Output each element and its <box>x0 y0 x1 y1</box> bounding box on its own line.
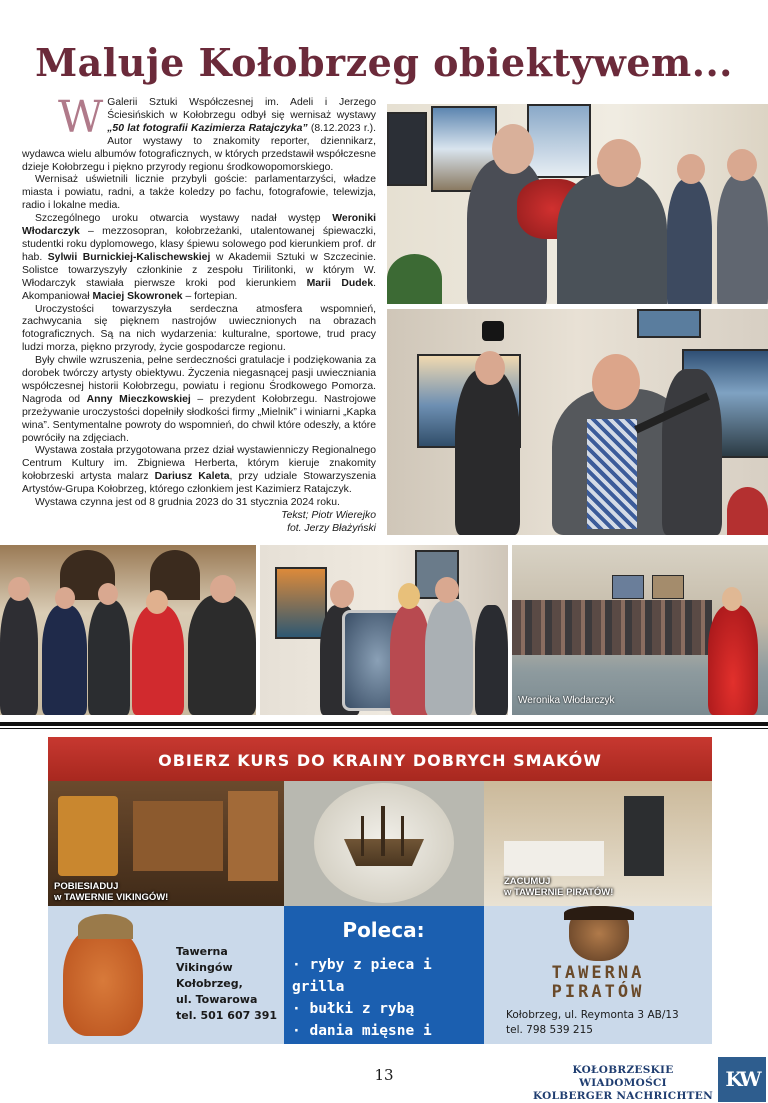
photo-credit: fot. Jerzy Błażyński <box>287 522 376 534</box>
vikings-address: Tawerna Vikingów Kołobrzeg, ul. Towarowa tel. 501 607 391 <box>176 945 278 1022</box>
pirates-address: Kołobrzeg, ul. Reymonta 3 AB/13 tel. 798 539 215 <box>506 1009 679 1036</box>
restaurant-advertisement <box>48 737 712 1044</box>
page-number: 13 <box>374 1066 394 1084</box>
vikings-caption: POBIESIADUJ w TAWERNIE VIKINGÓW! <box>54 881 169 903</box>
masthead: KOŁOBRZESKIE WIADOMOŚCI KOLBERGER NACHRICHTEN <box>533 1064 713 1102</box>
paragraph-6: Wystawa została przygotowana przez dział wystawienniczy Regionalnego Centrum Kultury im. Zbigniewa Herberta, którym kieruje znakomity kołobrzeski artysta malarz Dariusz Kaleta, przy udziale Stowarzyszenia Artystów-Grupa Kołobrzeg, którego członkiem jest Kazimierz Ratajczyk. <box>22 445 377 496</box>
paragraph-7: Wystawa czynna jest od 8 grudnia 2023 do 31 stycznia 2024 roku. <box>35 497 340 509</box>
divider-thin <box>0 728 768 729</box>
photo-roses-greeting <box>387 104 768 304</box>
ad-photo-ship-plate <box>284 781 484 906</box>
photo-portrait-gift <box>260 545 508 715</box>
paragraph-4: Uroczystości towarzyszyła serdeczna atmosfera wspomnień, zachwycania się pięknem nastrojów uwiecznionych na obrazach fotograficznych. Są na nich wydarzenia: kulturalne, sportowe, trud pracy ludzi morza, piękno przyrody, życie gospodarcze regionu. <box>22 303 376 354</box>
pirates-caption: ZACUMUJ w TAWERNIE PIRATÓW! <box>504 876 614 898</box>
ad-photo-pirates-interior <box>484 781 712 906</box>
menu-list <box>292 954 484 1044</box>
menu-item: · dania mięsne i <box>292 1023 432 1039</box>
article-body <box>22 92 377 536</box>
text-credit: Tekst; Piotr Wierejko <box>281 510 376 521</box>
paragraph-3: Szczególnego uroku otwarcia wystawy nadał występ Weroniki Włodarczyk – mezzosopran, kołobrzeżanki, utalentowanej śpiewaczki, studentki roku dyplomowego, klasy śpiewu solowego pod kierunkiem prof. dr hab. Sylwii Burnickiej-Kalischewskiej w Akademii Sztuki w Szczecinie. Solistce towarzyszyły członkinie z zespołu Tirilitonki, w którym W. Włodarczyk stawiała pierwsze kroki pod kierunkiem Marii Dudek. Akompaniował Maciej Skowronek – fortepian. <box>22 213 376 302</box>
drop-cap: W <box>58 92 104 143</box>
photo-singer-performance <box>512 545 768 715</box>
poleca-title: Poleca: <box>342 918 425 942</box>
vikings-panel <box>48 906 284 1044</box>
paragraph-1: W Galerii Sztuki Współczesnej im. Adeli i Jerzego Ściesińskich w Kołobrzegu odbył się wernisaż wystawy „50 lat fotografii Kazimierza Ratajczyka” (8.12.2023 r.). Autor wystawy to znakomity reporter, dziennikarz, wydawca wielu albumów fotograficznych, w których przedstawił współczesne dzieje Kołobrzegu i piękno przyrody regionu środkowopomorskiego. <box>22 92 376 173</box>
publication-logo: KW <box>718 1057 766 1102</box>
menu-item: · bułki z rybą <box>292 1001 415 1017</box>
photo-guests-group <box>0 545 256 715</box>
pirates-logo: TAWERNA PIRATÓW <box>551 963 645 1002</box>
ad-banner-text: OBIERZ KURS DO KRAINY DOBRYCH SMAKÓW <box>158 751 602 770</box>
paragraph-2: Wernisaż uświetnili licznie przybyli goście: parlamentarzyści, władze miasta i powiatu, radni, a także koledzy po fachu, fotografowie, telewizja, radio i lokalne media. <box>22 174 376 212</box>
divider-thick <box>0 722 768 726</box>
photo-photographers <box>387 309 768 535</box>
poleca-panel <box>284 906 484 1044</box>
pirates-panel <box>484 906 712 1044</box>
viking-mascot-icon <box>63 926 143 1036</box>
article-title: Maluje Kołobrzeg obiektywem... <box>35 40 733 85</box>
menu-item: · ryby z pieca i grilla <box>292 957 432 995</box>
paragraph-5: Były chwile wzruszenia, pełne serdeczności gratulacje i podziękowania za dorobek twórczy artysty obiektywu. Życzenia niegasnącej pasji uwieczniania współczesnej historii Kołobrzegu, powiatu i regionu Środkowego Pomorza. Nagroda od Anny Mieczkowskiej – prezydent Kołobrzegu. Nastrojowe przeżywanie uroczystości dopełniły słodkości firmy „Mielnik” i winiarni „Kapka wina”. Sentymentalne powroty do wspomnień, do chwil które odeszły, a które powróciły na zdjęciach. <box>22 355 376 444</box>
photo-caption: Weronika Włodarczyk <box>518 695 615 706</box>
ad-photo-vikings-interior <box>48 781 284 906</box>
